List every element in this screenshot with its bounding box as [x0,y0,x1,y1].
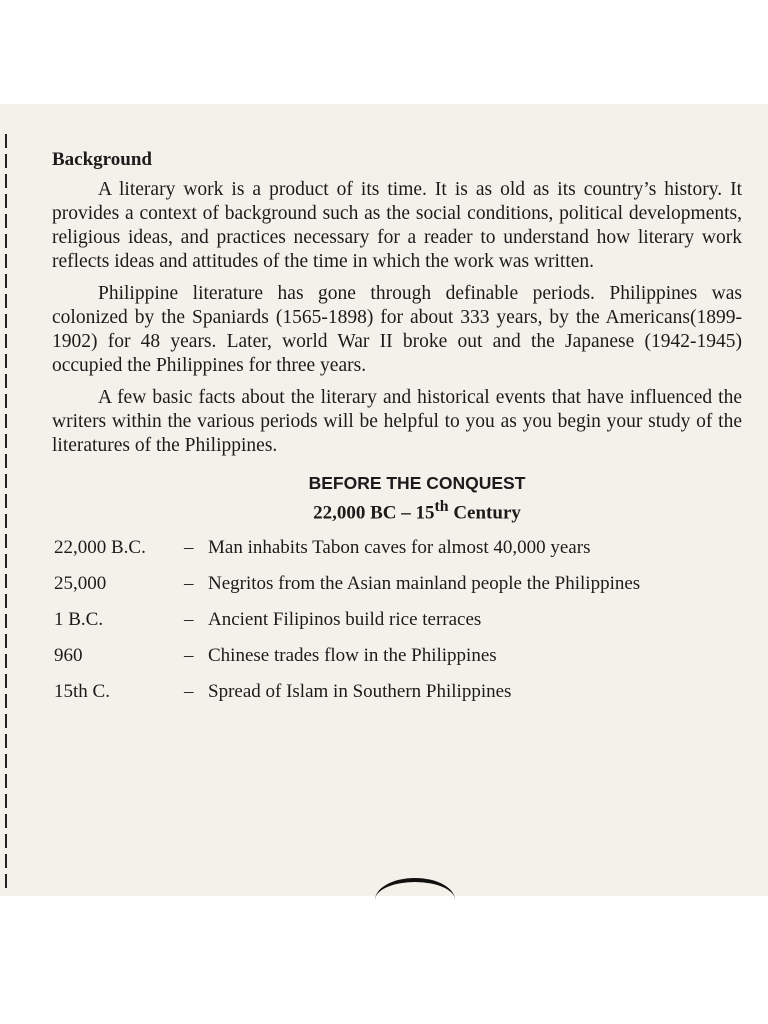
timeline-event: Ancient Filipinos build rice terraces [208,609,482,631]
timeline-date: 15th C. [54,681,110,703]
section-heading: Background [52,149,152,170]
paragraph-1: A literary work is a product of its time. It is as old as its country’s history. It provides a context of background such as the social conditions, political developments, religious ideas, and practices necessary for a reader to understand how literary work reflects ideas and attitudes of the time in which the work was written. [52,179,742,272]
period-range-start: 22,000 BC – 15 [313,502,435,524]
timeline-event: Spread of Islam in Southern Philippines [208,681,512,703]
timeline-row [52,536,742,560]
period-title: BEFORE THE CONQUEST [308,473,526,493]
book-page [0,104,768,896]
timeline-row [52,644,742,668]
period-range-sup: th [434,498,449,515]
timeline-date: 22,000 B.C. [54,537,146,559]
timeline-row [52,608,742,632]
paragraph-3: A few basic facts about the literary and historical events that have influenced the writers within the various periods will be helpful to you as you begin your study of the literatures of the Philippines. [52,387,742,456]
page-edge-shadow [5,134,7,894]
timeline-date: 1 B.C. [54,609,104,631]
period-range-end: Century [448,502,521,524]
timeline-event: Negritos from the Asian mainland people the Philippines [208,573,641,595]
period-range [92,494,742,526]
timeline-row [52,572,742,596]
timeline-event: Chinese trades flow in the Philippines [208,645,497,667]
timeline-row [52,680,742,704]
timeline-date: 25,000 [54,573,107,595]
timeline-dash: – [184,573,194,595]
page-bottom-mark [375,878,455,922]
timeline [52,536,742,704]
timeline-dash: – [184,537,194,559]
timeline-event: Man inhabits Tabon caves for almost 40,000 years [208,537,591,559]
page-content [52,148,742,716]
timeline-dash: – [184,609,194,631]
paragraph-2: Philippine literature has gone through definable periods. Philippines was colonized by the Spaniards (1565-1898) for about 333 years, by the Americans(1899-1902) for 48 years. Later, world War II broke out and the Japanese (1942-1945) occupied the Philippines for three years. [52,283,742,376]
timeline-dash: – [184,645,194,667]
timeline-date: 960 [54,645,83,667]
timeline-dash: – [184,681,194,703]
